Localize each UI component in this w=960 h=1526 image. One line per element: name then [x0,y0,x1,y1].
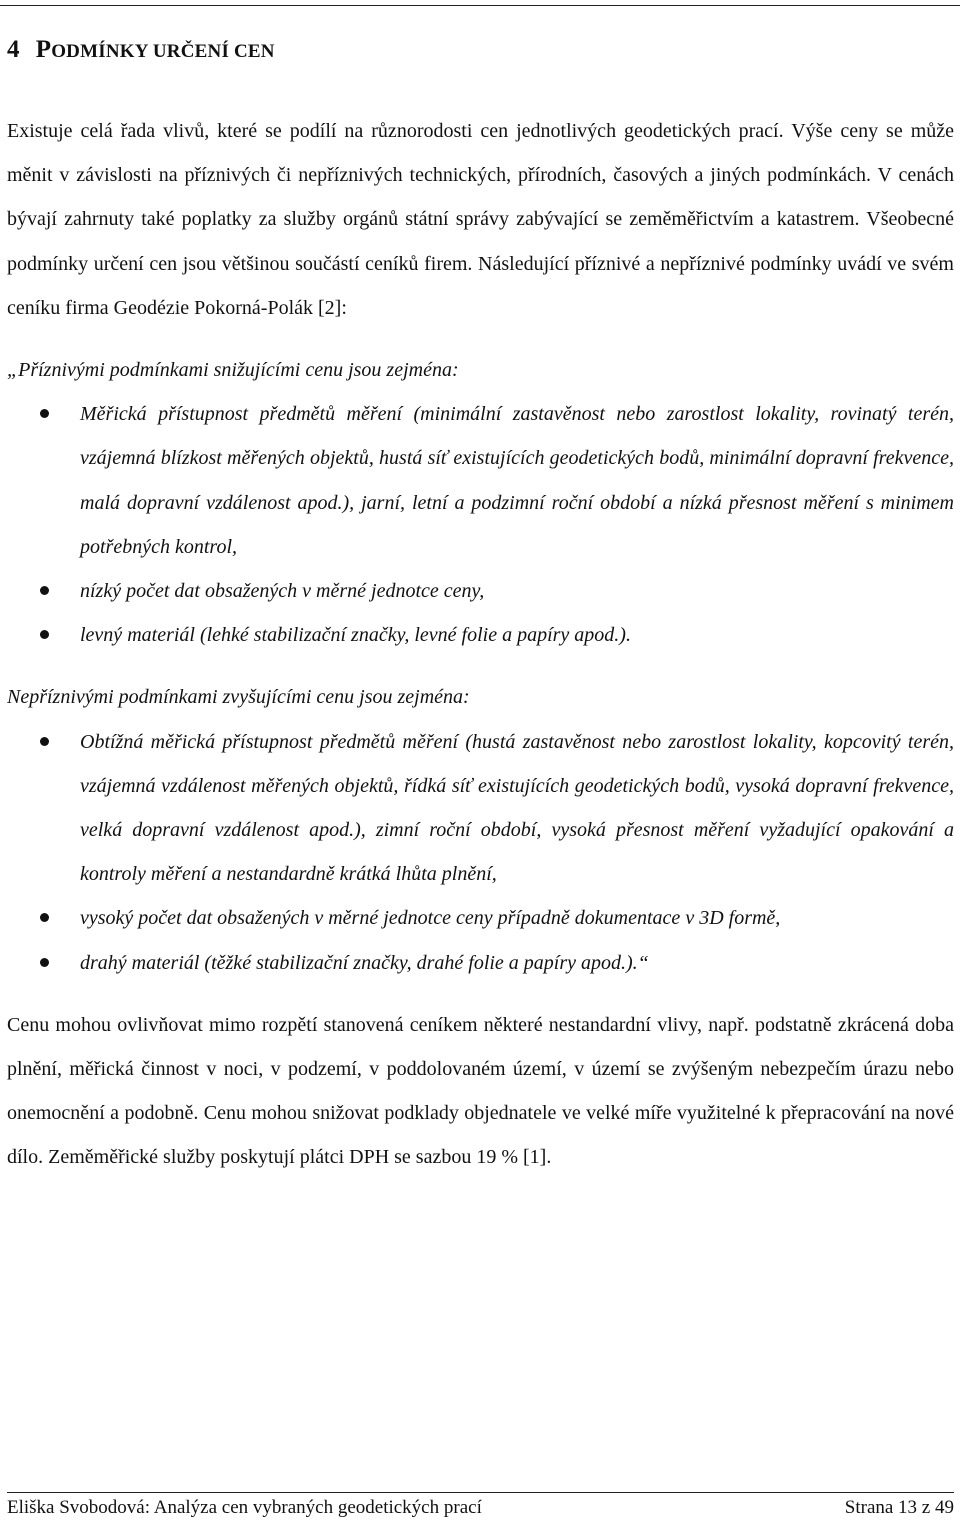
page-footer [7,1492,954,1519]
unfavorable-heading: Nepříznivými podmínkami zvyšujícími cenu jsou zejména: [7,686,470,709]
bullet-icon [40,409,49,418]
favorable-list [7,392,954,657]
list-item: drahý materiál (těžké stabilizační značky, drahé folie a papíry apod.).“ [7,941,954,985]
favorable-heading: „Příznivými podmínkami snižujícími cenu jsou zejména: [7,359,459,382]
chapter-heading [7,36,275,64]
list-item: Obtížná měřická přístupnost předmětů měření (hustá zastavěnost nebo zarostlost lokality, kopcovitý terén, vzájemná vzdálenost měřených objektů, řídká síť existujících geodetických bodů, vysoká dopravní frekvence, velká dopravní vzdálenost apod.), zimní roční období, vysoká přesnost měření vyžadující opakování a kontroly měření a nestandardně krátká lhůta plnění, [7,720,954,897]
bullet-icon [40,630,49,639]
bullet-icon [40,737,49,746]
list-item: Měřická přístupnost předmětů měření (minimální zastavěnost nebo zarostlost lokality, rovinatý terén, vzájemná blízkost měřených objektů, hustá síť existujících geodetických bodů, minimální dopravní frekvence, malá dopravní vzdálenost apod.), jarní, letní a podzimní roční období a nízká přesnost měření s minimem potřebných kontrol, [7,392,954,569]
footer-author-title: Eliška Svobodová: Analýza cen vybraných geodetických prací [7,1497,482,1518]
bullet-icon [40,913,49,922]
bullet-icon [40,586,49,595]
list-item: nízký počet dat obsažených v měrné jednotce ceny, [7,569,954,613]
intro-paragraph: Existuje celá řada vlivů, které se podílí na různorodosti cen jednotlivých geodetických prací. Výše ceny se může měnit v závislosti na příznivých či nepříznivých technických, přírodních, časových a jiných podmínkách. V cenách bývají zahrnuty také poplatky za služby orgánů státní správy zabývající se zeměměřictvím a katastrem. Všeobecné podmínky určení cen jsou většinou součástí ceníků firem. Následující příznivé a nepříznivé podmínky uvádí ve svém ceníku firma Geodézie Pokorná-Polák [2]: [7,120,954,319]
footer-page-number: Strana 13 z 49 [844,1497,954,1518]
closing-paragraph: Cenu mohou ovlivňovat mimo rozpětí stanovená ceníkem některé nestandardní vlivy, např. podstatně zkrácená doba plnění, měřická činnost v noci, v podzemí, v poddolovaném území, v území se zvýšeným nebezpečím úrazu nebo onemocnění a podobně. Cenu mohou snižovat podklady objednatele ve velké míře využitelné k přepracování na nové dílo. Zeměměřické služby poskytují plátci DPH se sazbou 19 % [1]. [7,1013,954,1169]
chapter-number: 4 [7,36,20,63]
bullet-icon [40,958,49,967]
page-content [7,109,954,1180]
list-item: vysoký počet dat obsažených v měrné jednotce ceny případně dokumentace v 3D formě, [7,896,954,940]
list-item: levný materiál (lehké stabilizační značky, levné folie a papíry apod.). [7,613,954,657]
top-rule [0,5,960,6]
chapter-title-rest: ODMÍNKY URČENÍ CEN [51,41,275,62]
unfavorable-list [7,720,954,985]
chapter-title-initial: P [35,36,52,63]
